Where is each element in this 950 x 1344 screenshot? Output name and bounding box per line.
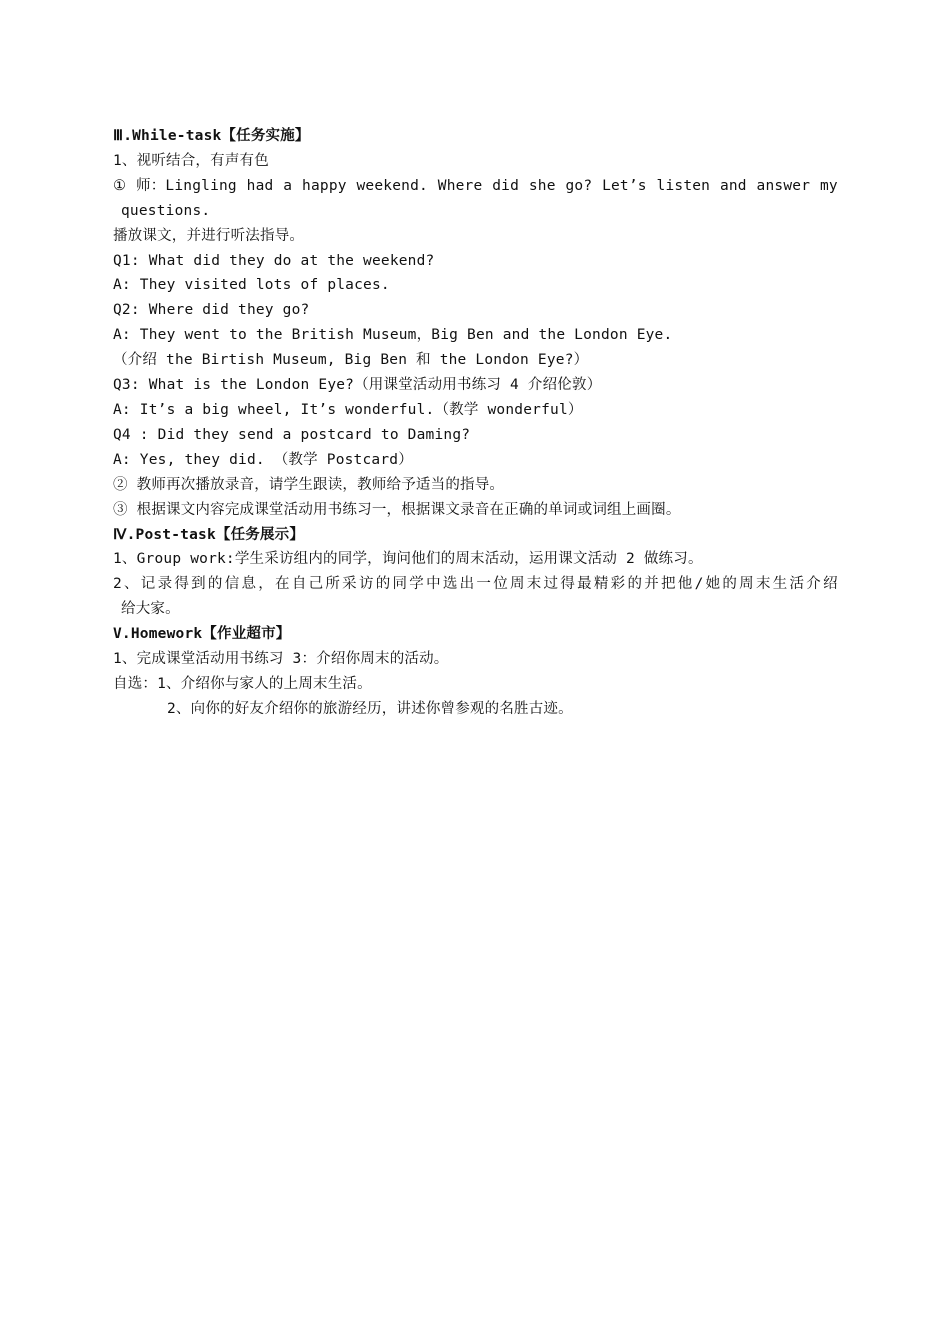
glyph: 出 bbox=[459, 576, 475, 593]
glyph: 过 bbox=[543, 576, 559, 593]
glyph: 的 bbox=[207, 576, 223, 593]
question-line: Q1: What did they do at the weekend? bbox=[113, 252, 435, 269]
glyph: 把 bbox=[661, 576, 676, 593]
glyph: 生 bbox=[772, 576, 788, 593]
text-line-continuation: questions. bbox=[121, 202, 211, 219]
glyph: 末 bbox=[526, 576, 542, 593]
word: did bbox=[492, 177, 520, 194]
word: and bbox=[719, 177, 747, 194]
word: my bbox=[819, 177, 838, 194]
question-line: Q4 : Did they send a postcard to Daming? bbox=[113, 426, 471, 443]
glyph: ， bbox=[258, 576, 273, 593]
word: answer bbox=[756, 177, 811, 194]
glyph: 末 bbox=[755, 576, 771, 593]
glyph: 活 bbox=[789, 576, 805, 593]
text-line: 1、完成课堂活动用书练习 3：介绍你周末的活动。 bbox=[113, 651, 449, 668]
text-line-continuation: 给大家。 bbox=[121, 601, 180, 618]
word: happy bbox=[302, 177, 347, 194]
word: a bbox=[283, 177, 293, 194]
glyph: 、 bbox=[124, 576, 139, 593]
glyph: 周 bbox=[509, 576, 525, 593]
glyph: 同 bbox=[392, 576, 408, 593]
glyph: 选 bbox=[442, 576, 458, 593]
text-line-justified bbox=[113, 174, 838, 199]
glyph: 的 bbox=[722, 576, 738, 593]
glyph: 位 bbox=[493, 576, 508, 593]
glyph: 他 bbox=[677, 576, 693, 593]
glyph: / bbox=[694, 576, 704, 593]
glyph: 学 bbox=[409, 576, 424, 593]
glyph: 己 bbox=[308, 576, 324, 593]
glyph: 绍 bbox=[823, 576, 838, 593]
document-body bbox=[113, 124, 838, 722]
word: she bbox=[528, 177, 556, 194]
glyph: 自 bbox=[291, 576, 307, 593]
glyph: 记 bbox=[140, 576, 156, 593]
glyph: 到 bbox=[191, 576, 206, 593]
text-line: 1、视听结合，有声有色 bbox=[113, 152, 269, 169]
glyph: 一 bbox=[476, 576, 492, 593]
glyph: 她 bbox=[705, 576, 721, 593]
text-line-indented: 2、向你的好友介绍你的旅游经历，讲述你曾参观的名胜古迹。 bbox=[167, 700, 573, 717]
glyph: 息 bbox=[241, 576, 257, 593]
answer-line: A: They went to the British Museum，Big Ben and the London Eye. bbox=[113, 327, 673, 344]
text-line: 播放课文，并进行听法指导。 bbox=[113, 227, 305, 244]
answer-line: A: It’s a big wheel, It’s wonderful.（教学 wonderful） bbox=[113, 401, 583, 418]
glyph: 最 bbox=[577, 576, 592, 593]
glyph: 精 bbox=[593, 576, 609, 593]
glyph: 2 bbox=[113, 576, 122, 593]
word: go? bbox=[565, 177, 593, 194]
glyph: 得 bbox=[174, 576, 190, 593]
word: 师：Lingling bbox=[136, 177, 237, 194]
glyph: 中 bbox=[426, 576, 441, 593]
text-line-justified bbox=[113, 572, 838, 597]
glyph: 在 bbox=[275, 576, 290, 593]
section-heading-while-task: Ⅲ.While-task【任务实施】 bbox=[113, 128, 310, 144]
question-line: Q3: What is the London Eye?（用课堂活动用书练习 4 介绍伦敦） bbox=[113, 377, 602, 394]
text-line: ③ 根据课文内容完成课堂活动用书练习一，根据课文录音在正确的单词或词组上画圈。 bbox=[113, 501, 681, 518]
question-line: Q2: Where did they go? bbox=[113, 302, 310, 319]
section-heading-homework: V.Homework【作业超市】 bbox=[113, 626, 291, 643]
word: Let’s bbox=[602, 177, 647, 194]
text-line: 1、Group work:学生采访组内的同学，询问他们的周末活动，运用课文活动 2 做练习。 bbox=[113, 551, 703, 568]
answer-line: A: Yes, they did. （教学 Postcard） bbox=[113, 451, 413, 468]
glyph: 并 bbox=[644, 576, 659, 593]
word: ① bbox=[113, 177, 127, 194]
glyph: 介 bbox=[806, 576, 821, 593]
word: weekend. bbox=[356, 177, 428, 194]
glyph: 彩 bbox=[610, 576, 626, 593]
text-line: 自选：1、介绍你与家人的上周末生活。 bbox=[113, 675, 372, 692]
word: listen bbox=[656, 177, 711, 194]
text-line: ② 教师再次播放录音，请学生跟读，教师给予适当的指导。 bbox=[113, 476, 505, 493]
glyph: 的 bbox=[375, 576, 391, 593]
glyph: 所 bbox=[325, 576, 341, 593]
section-heading-post-task: Ⅳ.Post-task【任务展示】 bbox=[113, 526, 305, 543]
glyph: 周 bbox=[739, 576, 754, 593]
word: Where bbox=[437, 177, 483, 194]
glyph: 采 bbox=[342, 576, 357, 593]
glyph: 信 bbox=[224, 576, 240, 593]
glyph: 录 bbox=[157, 576, 173, 593]
glyph: 的 bbox=[627, 576, 643, 593]
answer-line: A: They visited lots of places. bbox=[113, 277, 390, 294]
glyph: 访 bbox=[358, 576, 374, 593]
glyph: 得 bbox=[560, 576, 576, 593]
text-line: （介绍 the Birtish Museum, Big Ben 和 the London Eye?） bbox=[113, 352, 589, 369]
word: had bbox=[246, 177, 274, 194]
